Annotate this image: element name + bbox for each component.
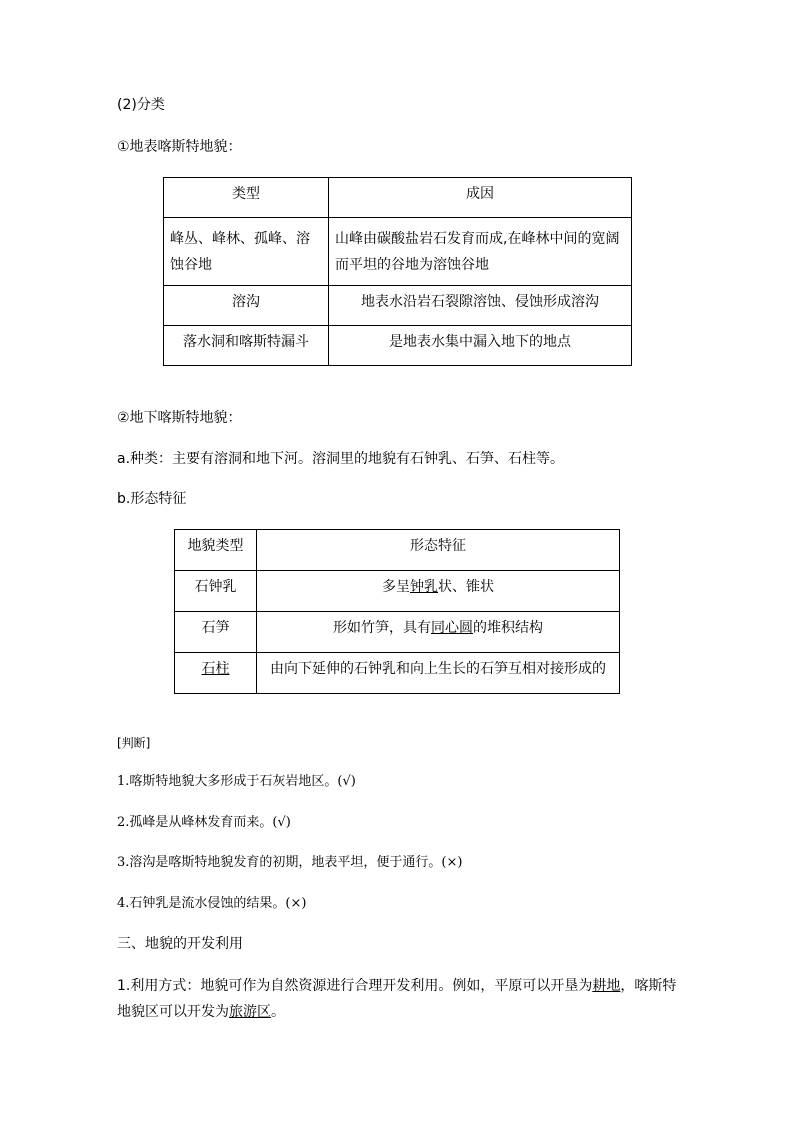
- judgement-item: 2.孤峰是从峰林发育而来。(√): [117, 815, 291, 830]
- header-cause: 成因: [329, 178, 632, 218]
- header-type: 类型: [164, 178, 329, 218]
- surface-karst-title: ①地表喀斯特地貌：: [117, 139, 242, 155]
- feature-cell: 形如竹笋，具有同心圆的堆积结构: [257, 612, 620, 653]
- table-row: [164, 218, 632, 286]
- cause-cell: 山峰由碳酸盐岩石发育而成,在峰林中间的宽阔而平坦的谷地为溶蚀谷地: [329, 218, 632, 286]
- header-landform-type: 地貌类型: [175, 530, 257, 571]
- type-cell: 峰丛、峰林、孤峰、溶蚀谷地: [164, 218, 329, 286]
- section-3-title: 三、地貌的开发利用: [117, 936, 243, 952]
- kinds-line: a.种类：主要有溶洞和地下河。溶洞里的地貌有石钟乳、石笋、石柱等。: [117, 451, 565, 467]
- cause-cell: 地表水沿岩石裂隙溶蚀、侵蚀形成溶沟: [329, 286, 632, 326]
- underground-karst-title: ②地下喀斯特地貌：: [117, 410, 242, 426]
- cave-features-table: [174, 529, 620, 694]
- table-header-row: [164, 178, 632, 218]
- header-features: 形态特征: [257, 530, 620, 571]
- usage-line-1: 1.利用方式：地貌可作为自然资源进行合理开发利用。例如，平原可以开垦为耕地，喀斯特: [117, 978, 677, 994]
- type-cell: 溶沟: [164, 286, 329, 326]
- judge-title: [判断]: [117, 736, 151, 750]
- table-row: [175, 653, 620, 694]
- usage-line-2: 地貌区可以开发为旅游区。: [117, 1004, 285, 1020]
- feature-cell: 多呈钟乳状、锥状: [257, 571, 620, 612]
- table-row: [175, 571, 620, 612]
- cause-cell: 是地表水集中漏入地下的地点: [329, 326, 632, 366]
- table-row: [175, 612, 620, 653]
- landform-cell: 石笋: [175, 612, 257, 653]
- landform-cell: 石柱: [175, 653, 257, 694]
- type-cell: 落水洞和喀斯特漏斗: [164, 326, 329, 366]
- table-row: [164, 286, 632, 326]
- table-header-row: [175, 530, 620, 571]
- landform-cell: 石钟乳: [175, 571, 257, 612]
- judgement-item: 3.溶沟是喀斯特地貌发育的初期，地表平坦，便于通行。(×): [117, 855, 463, 870]
- judgement-item: 1.喀斯特地貌大多形成于石灰岩地区。(√): [117, 774, 356, 789]
- table-row: [164, 326, 632, 366]
- judgement-item: 4.石钟乳是流水侵蚀的结果。(×): [117, 896, 307, 911]
- features-title: b.形态特征: [117, 491, 187, 507]
- surface-karst-table: [163, 177, 632, 366]
- classification-heading: (2)分类: [117, 97, 165, 113]
- feature-cell: 由向下延伸的石钟乳和向上生长的石笋互相对接形成的: [257, 653, 620, 694]
